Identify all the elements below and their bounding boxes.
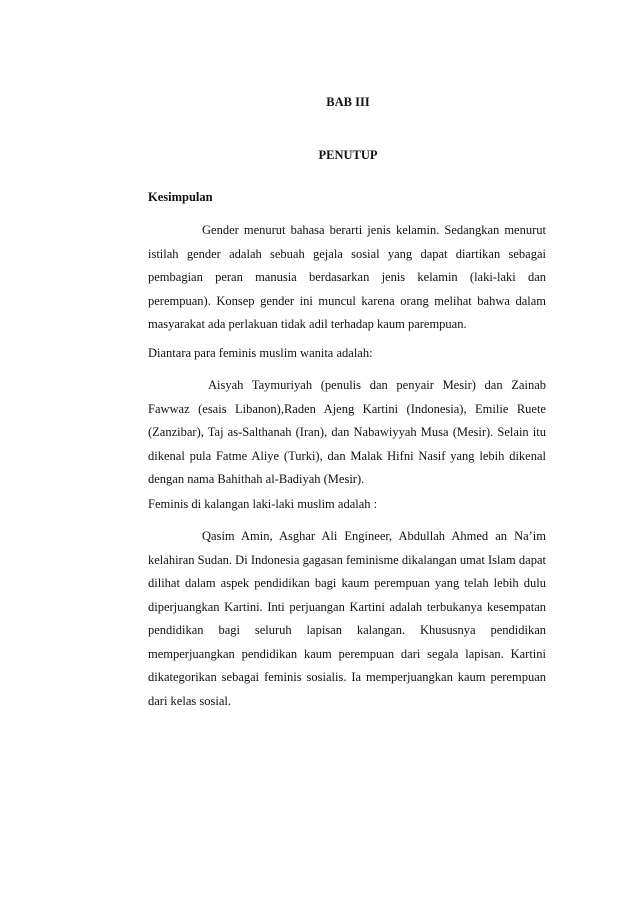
paragraph-gender-definition: Gender menurut bahasa berarti jenis kelamin. Sedangkan menurut istilah gender adalah sebuah gejala sosial yang dapat diartikan sebagai pembagian peran manusia berdasarkan jenis kelamin (laki-laki dan perempuan). Konsep gender ini muncul karena orang melihat bahwa dalam masyarakat ada perlakuan tidak adil terhadap kaum parempuan.: [148, 223, 546, 331]
section-heading: Kesimpulan: [148, 190, 213, 204]
chapter-title: PENUTUP: [318, 148, 378, 162]
paragraph-female-feminists-intro: Diantara para feminis muslim wanita adalah:: [148, 346, 373, 360]
paragraph-male-feminists-intro: Feminis di kalangan laki-laki muslim adalah :: [148, 497, 378, 511]
paragraph-female-feminists-list: Aisyah Taymuriyah (penulis dan penyair Mesir) dan Zainab Fawwaz (esais Libanon),Raden Ajeng Kartini (Indonesia), Emilie Ruete (Zanzibar), Taj as-Salthanah (Iran), dan Nabawiyyah Musa (Mesir). Selain itu dikenal pula Fatme Aliye (Turki), dan Malak Hifni Nasif yang lebih dikenal dengan nama Bahithah al-Badiyah (Mesir).: [148, 378, 546, 486]
chapter-label: BAB III: [326, 95, 370, 109]
paragraph-male-feminists-list: Qasim Amin, Asghar Ali Engineer, Abdullah Ahmed an Na’im kelahiran Sudan. Di Indonesia gagasan feminisme dikalangan umat Islam dapat dilihat dalam aspek pendidikan bagi kaum perempuan yang telah lebih dulu diperjuangkan Kartini. Inti perjuangan Kartini adalah terbukanya kesempatan pendidikan bagi seluruh lapisan kalangan. Khususnya pendidikan memperjuangkan pendidikan kaum perempuan dari segala lapisan. Kartini dikategorikan sebagai feminis sosialis. Ia memperjuangkan kaum perempuan dari kelas sosial.: [148, 529, 546, 708]
